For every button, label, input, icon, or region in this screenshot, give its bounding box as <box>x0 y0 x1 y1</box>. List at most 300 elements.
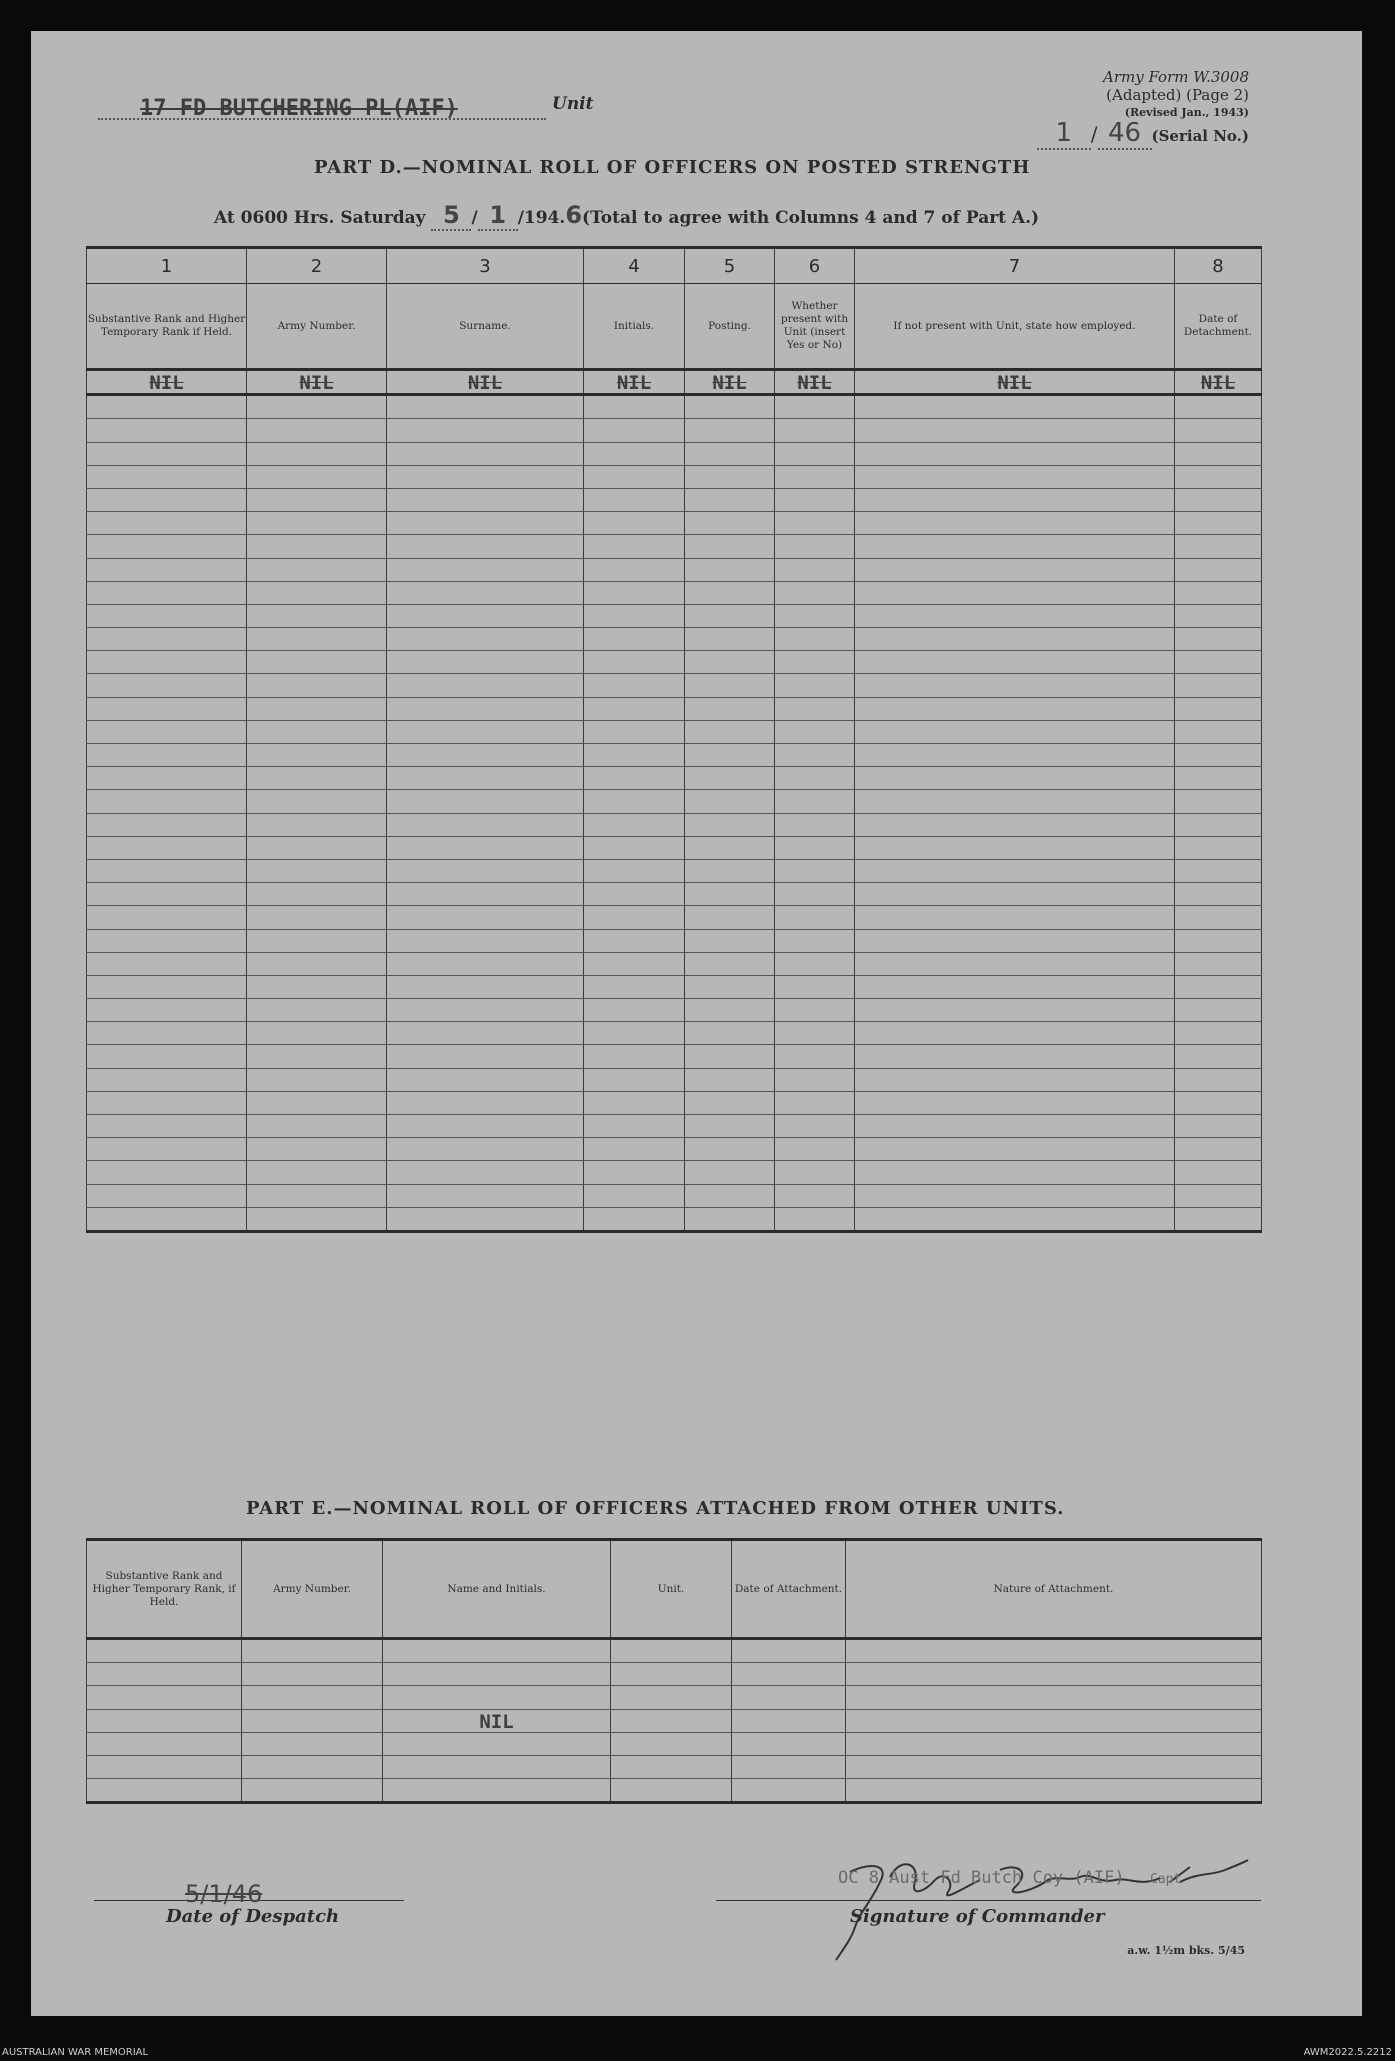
table-cell <box>1175 651 1262 674</box>
table-cell <box>846 1779 1262 1803</box>
table-cell <box>685 604 775 627</box>
table-cell <box>87 1639 242 1663</box>
table-row <box>87 790 1262 813</box>
header-name: Name and Initials. <box>383 1540 611 1639</box>
table-cell <box>247 929 387 952</box>
table-cell <box>584 836 685 859</box>
table-cell <box>685 1184 775 1207</box>
table-cell <box>611 1732 732 1755</box>
table-row <box>87 512 1262 535</box>
table-row <box>87 1732 1262 1755</box>
col-number: 7 <box>855 248 1175 284</box>
table-row <box>87 535 1262 558</box>
table-cell <box>1175 767 1262 790</box>
table-cell <box>775 604 855 627</box>
table-cell <box>387 1115 584 1138</box>
table-cell <box>242 1709 383 1732</box>
table-cell <box>87 488 247 511</box>
col-number: 3 <box>387 248 584 284</box>
table-cell <box>87 1755 242 1778</box>
table-cell <box>685 1091 775 1114</box>
nil-entry: NIL <box>1175 370 1262 395</box>
table-cell <box>87 1779 242 1803</box>
table-cell <box>87 1663 242 1686</box>
table-cell <box>87 952 247 975</box>
table-cell <box>855 604 1175 627</box>
nil-entry: NIL <box>584 370 685 395</box>
table-cell <box>383 1639 611 1663</box>
table-cell <box>584 1045 685 1068</box>
table-cell <box>387 929 584 952</box>
table-cell <box>775 767 855 790</box>
table-cell <box>775 674 855 697</box>
table-cell <box>584 1115 685 1138</box>
table-cell <box>247 628 387 651</box>
table-cell <box>387 1091 584 1114</box>
table-row <box>87 1161 1262 1184</box>
table-row <box>87 1709 1262 1732</box>
table-cell <box>855 651 1175 674</box>
date-month: 1 <box>478 201 518 231</box>
table-cell <box>387 697 584 720</box>
table-cell <box>611 1709 732 1732</box>
table-cell <box>247 1207 387 1231</box>
table-cell <box>846 1755 1262 1778</box>
header-initials: Initials. <box>584 284 685 370</box>
table-cell <box>1175 744 1262 767</box>
archive-credit: AUSTRALIAN WAR MEMORIAL <box>2 2047 149 2058</box>
table-cell <box>685 952 775 975</box>
table-cell <box>247 488 387 511</box>
table-cell <box>775 1207 855 1231</box>
table-cell <box>855 674 1175 697</box>
table-cell <box>87 1045 247 1068</box>
nil-entry: NIL <box>387 370 584 395</box>
table-cell <box>87 1091 247 1114</box>
table-cell <box>1175 999 1262 1022</box>
table-cell <box>87 1138 247 1161</box>
table-cell <box>732 1709 846 1732</box>
date-year-prefix: /194. <box>517 208 566 228</box>
table-cell <box>1175 1115 1262 1138</box>
table-cell <box>584 535 685 558</box>
table-cell <box>387 558 584 581</box>
table-cell <box>87 1732 242 1755</box>
table-cell <box>1175 558 1262 581</box>
table-cell <box>247 1161 387 1184</box>
table-row <box>87 697 1262 720</box>
column-headers <box>87 284 1262 370</box>
table-row <box>87 952 1262 975</box>
table-cell <box>775 535 855 558</box>
table-cell <box>247 859 387 882</box>
table-cell <box>855 859 1175 882</box>
table-cell <box>1175 442 1262 465</box>
table-cell <box>685 674 775 697</box>
table-row <box>87 1663 1262 1686</box>
table-cell <box>87 929 247 952</box>
table-cell <box>584 767 685 790</box>
table-row <box>87 836 1262 859</box>
table-cell <box>87 744 247 767</box>
table-cell <box>247 581 387 604</box>
nil-entry: NIL <box>247 370 387 395</box>
nil-entry: NIL <box>87 370 247 395</box>
table-cell <box>87 581 247 604</box>
table-cell <box>247 999 387 1022</box>
table-cell <box>775 558 855 581</box>
table-cell <box>611 1686 732 1709</box>
table-cell <box>387 813 584 836</box>
table-cell <box>775 836 855 859</box>
table-cell <box>387 535 584 558</box>
table-cell <box>584 674 685 697</box>
table-cell <box>387 651 584 674</box>
table-cell <box>685 465 775 488</box>
table-cell <box>685 859 775 882</box>
table-cell <box>1175 975 1262 998</box>
table-cell <box>855 883 1175 906</box>
table-cell <box>387 1184 584 1207</box>
table-cell <box>775 744 855 767</box>
serial-num: 1 <box>1037 118 1091 150</box>
nil-entry: NIL <box>383 1709 611 1732</box>
table-cell <box>1175 1068 1262 1091</box>
table-cell <box>1175 604 1262 627</box>
table-row <box>87 1686 1262 1709</box>
table-cell <box>247 975 387 998</box>
table-cell <box>855 465 1175 488</box>
form-number: Army Form W.3008 <box>1103 68 1249 86</box>
table-cell <box>87 1161 247 1184</box>
table-row <box>87 744 1262 767</box>
signature-label: Signature of Commander <box>850 1906 1105 1927</box>
table-cell <box>775 1161 855 1184</box>
table-cell <box>855 395 1175 419</box>
table-cell <box>855 512 1175 535</box>
part-d-title: PART D.—NOMINAL ROLL OF OFFICERS ON POSTED STRENGTH <box>314 157 1031 178</box>
table-cell <box>383 1755 611 1778</box>
table-row <box>87 1068 1262 1091</box>
serial-sep: / <box>1090 122 1098 146</box>
table-cell <box>387 465 584 488</box>
table-cell <box>383 1779 611 1803</box>
table-cell <box>685 1068 775 1091</box>
table-cell <box>87 790 247 813</box>
table-cell <box>775 1091 855 1114</box>
table-cell <box>685 1022 775 1045</box>
table-cell <box>775 952 855 975</box>
table-cell <box>855 999 1175 1022</box>
table-cell <box>387 767 584 790</box>
table-row <box>87 419 1262 442</box>
table-cell <box>584 558 685 581</box>
header-rank: Substantive Rank and Higher Temporary Rank, if Held. <box>87 1540 242 1639</box>
table-cell <box>387 744 584 767</box>
table-cell <box>855 836 1175 859</box>
table-cell <box>775 465 855 488</box>
table-cell <box>387 720 584 743</box>
table-cell <box>855 906 1175 929</box>
table-cell <box>387 999 584 1022</box>
table-cell <box>855 744 1175 767</box>
table-cell <box>775 975 855 998</box>
table-cell <box>87 999 247 1022</box>
table-cell <box>685 1138 775 1161</box>
table-cell <box>87 1709 242 1732</box>
table-cell <box>387 836 584 859</box>
table-cell <box>1175 535 1262 558</box>
table-row <box>87 628 1262 651</box>
at-suffix: (Total to agree with Columns 4 and 7 of Part A.) <box>582 208 1040 228</box>
table-cell <box>855 697 1175 720</box>
table-cell <box>855 1045 1175 1068</box>
table-cell <box>685 975 775 998</box>
table-cell <box>685 883 775 906</box>
col-number: 4 <box>584 248 685 284</box>
table-cell <box>584 999 685 1022</box>
table-cell <box>387 581 584 604</box>
table-cell <box>584 628 685 651</box>
table-cell <box>247 1138 387 1161</box>
table-cell <box>685 929 775 952</box>
table-row <box>87 813 1262 836</box>
table-cell <box>685 790 775 813</box>
table-cell <box>775 1022 855 1045</box>
table-cell <box>247 836 387 859</box>
table-cell <box>855 813 1175 836</box>
table-cell <box>87 813 247 836</box>
table-cell <box>1175 813 1262 836</box>
table-cell <box>387 1045 584 1068</box>
table-cell <box>387 488 584 511</box>
table-cell <box>855 558 1175 581</box>
table-cell <box>855 1022 1175 1045</box>
table-cell <box>247 1115 387 1138</box>
table-cell <box>387 906 584 929</box>
table-cell <box>584 1207 685 1231</box>
table-cell <box>387 419 584 442</box>
table-cell <box>855 1068 1175 1091</box>
table-cell <box>775 813 855 836</box>
table-cell <box>1175 1022 1262 1045</box>
table-cell <box>855 975 1175 998</box>
table-cell <box>775 790 855 813</box>
table-cell <box>775 1138 855 1161</box>
col-number: 6 <box>775 248 855 284</box>
table-cell <box>87 906 247 929</box>
table-cell <box>242 1732 383 1755</box>
table-cell <box>1175 720 1262 743</box>
table-cell <box>855 1091 1175 1114</box>
at-prefix: At 0600 Hrs. Saturday <box>214 208 426 228</box>
table-cell <box>247 465 387 488</box>
part-e-title: PART E.—NOMINAL ROLL OF OFFICERS ATTACHED FROM OTHER UNITS. <box>246 1498 1065 1519</box>
table-cell <box>775 1115 855 1138</box>
table-cell <box>855 952 1175 975</box>
table-row <box>87 906 1262 929</box>
table-row <box>87 975 1262 998</box>
table-cell <box>855 1115 1175 1138</box>
table-cell <box>247 744 387 767</box>
table-cell <box>846 1663 1262 1686</box>
table-cell <box>387 604 584 627</box>
table-cell <box>584 1091 685 1114</box>
table-cell <box>387 975 584 998</box>
table-row <box>87 767 1262 790</box>
table-cell <box>775 906 855 929</box>
table-cell <box>247 651 387 674</box>
table-row <box>87 1022 1262 1045</box>
table-cell <box>584 813 685 836</box>
table-cell <box>87 674 247 697</box>
table-cell <box>247 395 387 419</box>
table-cell <box>584 952 685 975</box>
table-cell <box>584 604 685 627</box>
unit-label: Unit <box>552 94 594 114</box>
header-unit: Unit. <box>611 1540 732 1639</box>
table-cell <box>775 488 855 511</box>
header-attachment-date: Date of Attachment. <box>732 1540 846 1639</box>
table-cell <box>242 1639 383 1663</box>
table-cell <box>87 442 247 465</box>
table-cell <box>584 512 685 535</box>
header-rank: Substantive Rank and Higher Temporary Rank if Held. <box>87 284 247 370</box>
table-cell <box>855 1161 1175 1184</box>
table-cell <box>387 1161 584 1184</box>
table-row <box>87 1138 1262 1161</box>
part-d-date-line <box>214 201 1039 231</box>
table-row <box>87 720 1262 743</box>
table-cell <box>1175 1184 1262 1207</box>
table-cell <box>247 558 387 581</box>
table-cell <box>87 1022 247 1045</box>
table-row <box>87 465 1262 488</box>
table-cell <box>584 1184 685 1207</box>
table-cell <box>87 720 247 743</box>
table-cell <box>775 651 855 674</box>
table-cell <box>383 1663 611 1686</box>
table-cell <box>611 1663 732 1686</box>
table-cell <box>584 929 685 952</box>
table-cell <box>87 975 247 998</box>
table-cell <box>775 1068 855 1091</box>
table-cell <box>732 1779 846 1803</box>
date-day: 5 <box>431 201 471 231</box>
table-cell <box>242 1779 383 1803</box>
table-cell <box>584 395 685 419</box>
table-cell <box>775 720 855 743</box>
table-cell <box>685 767 775 790</box>
header-posting: Posting. <box>685 284 775 370</box>
table-cell <box>247 697 387 720</box>
table-cell <box>855 488 1175 511</box>
table-cell <box>1175 929 1262 952</box>
table-cell <box>732 1755 846 1778</box>
serial-label: (Serial No.) <box>1151 127 1249 145</box>
table-cell <box>242 1686 383 1709</box>
table-cell <box>387 628 584 651</box>
date-sep: / <box>471 208 478 228</box>
table-cell <box>1175 674 1262 697</box>
table-cell <box>685 558 775 581</box>
header-surname: Surname. <box>387 284 584 370</box>
table-cell <box>775 859 855 882</box>
table-cell <box>87 859 247 882</box>
table-cell <box>584 1068 685 1091</box>
table-cell <box>247 1184 387 1207</box>
table-row <box>87 488 1262 511</box>
table-cell <box>584 442 685 465</box>
table-cell <box>87 1115 247 1138</box>
table-row <box>87 1207 1262 1231</box>
table-cell <box>685 628 775 651</box>
table-cell <box>387 1068 584 1091</box>
table-row <box>87 1779 1262 1803</box>
table-row <box>87 1091 1262 1114</box>
table-row <box>87 1115 1262 1138</box>
table-cell <box>611 1779 732 1803</box>
table-cell <box>775 929 855 952</box>
table-cell <box>584 883 685 906</box>
despatch-date: 5/1/46 <box>185 1880 263 1908</box>
table-cell <box>855 419 1175 442</box>
col-number: 5 <box>685 248 775 284</box>
table-cell <box>87 767 247 790</box>
table-row <box>87 1045 1262 1068</box>
table-cell <box>1175 1161 1262 1184</box>
table-cell <box>1175 906 1262 929</box>
table-cell <box>584 651 685 674</box>
table-cell <box>846 1639 1262 1663</box>
table-cell <box>87 1686 242 1709</box>
table-row <box>87 558 1262 581</box>
table-cell <box>387 952 584 975</box>
table-cell <box>855 1184 1175 1207</box>
header-attachment-nature: Nature of Attachment. <box>846 1540 1262 1639</box>
table-cell <box>685 1207 775 1231</box>
table-row <box>87 859 1262 882</box>
form-identifier <box>1103 68 1249 122</box>
table-cell <box>732 1639 846 1663</box>
header-present: Whether present with Unit (insert Yes or No) <box>775 284 855 370</box>
table-cell <box>1175 1045 1262 1068</box>
stamp-rank: Capt <box>1150 1872 1182 1887</box>
table-cell <box>1175 1207 1262 1231</box>
table-cell <box>584 465 685 488</box>
table-cell <box>247 512 387 535</box>
table-cell <box>855 929 1175 952</box>
despatch-label: Date of Despatch <box>166 1906 340 1927</box>
table-cell <box>775 395 855 419</box>
nil-entry: NIL <box>685 370 775 395</box>
table-cell <box>387 790 584 813</box>
col-number: 8 <box>1175 248 1262 284</box>
table-cell <box>1175 1138 1262 1161</box>
unit-stamp: OC 8 Aust Fd Butch Coy (AIF) <box>838 1868 1125 1888</box>
signature-line <box>716 1900 1261 1901</box>
table-cell <box>685 419 775 442</box>
table-cell <box>247 674 387 697</box>
table-cell <box>855 535 1175 558</box>
nil-entry: NIL <box>775 370 855 395</box>
table-cell <box>685 906 775 929</box>
table-cell <box>387 883 584 906</box>
table-cell <box>584 581 685 604</box>
archive-reference: AWM2022.5.2212 <box>1303 2047 1392 2058</box>
table-row <box>87 1639 1262 1663</box>
table-row <box>87 883 1262 906</box>
